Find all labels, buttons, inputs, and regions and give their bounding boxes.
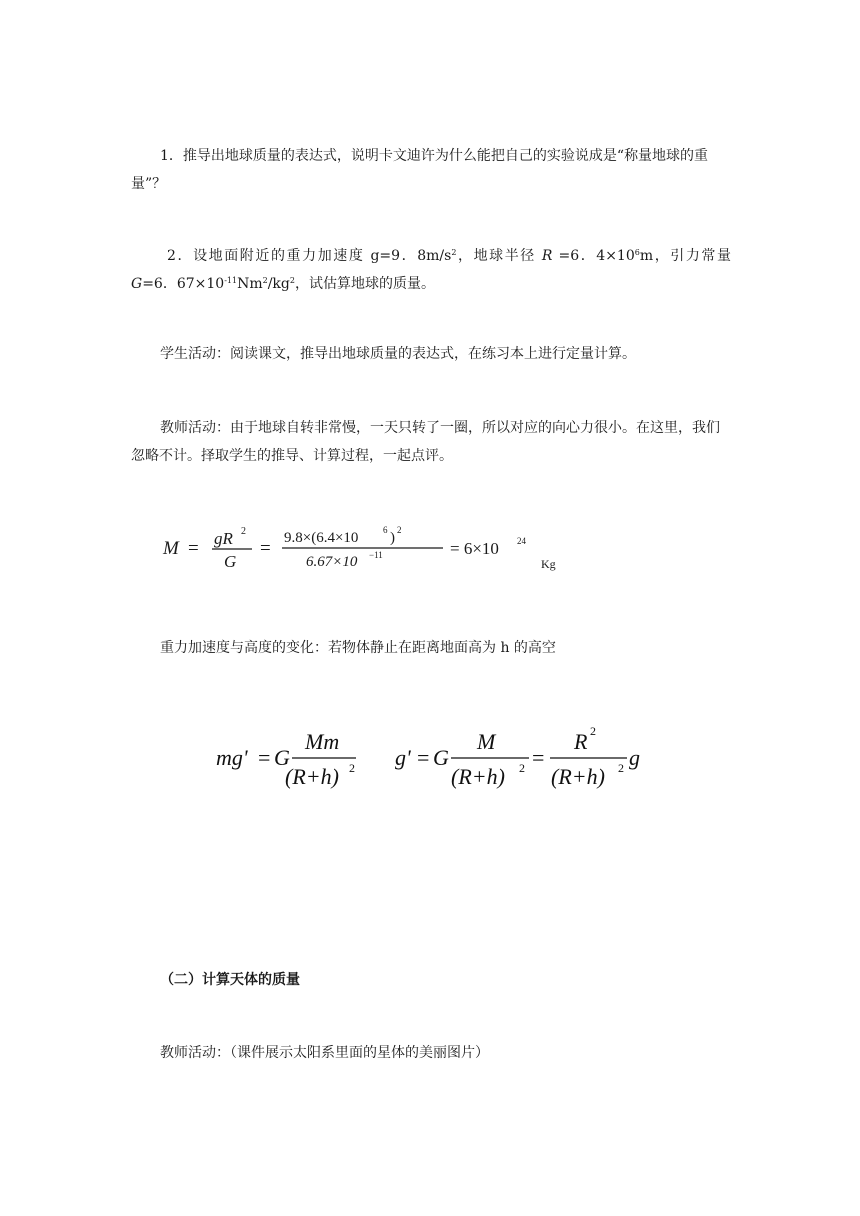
formula1-result: = 6×10 [450,539,499,558]
formula2-den: (R+h) [285,764,339,789]
formula3-lhs: g' [395,745,411,770]
formula3-den2-exp: 2 [618,761,624,775]
formula2-num: Mm [305,729,340,754]
formula3-num2: R [574,729,588,754]
student-activity: 学生活动：阅读课文，推导出地球质量的表达式，在练习本上进行定量计算。 [160,346,636,362]
question-2: 2．设地面附近的重力加速度 g=9．$8m/s^2$，地球半径 R =6．$4\times 10^6m$，引力常量 G=6．$67\times 10^{-11}Nm^2/kg^2$，试估算地球的质量。 [131,248,732,292]
formula2-eq: = [258,745,271,770]
teacher-activity: 教师活动：由于地球自转非常慢，一天只转了一圈，所以对应的向心力很小。在这里，我们忽略不计。择取学生的推导、计算过程，一起点评。 [131,420,720,464]
question-1: 1．推导出地球质量的表达式，说明卡文迪许为什么能把自己的实验说成是“称量地球的重量”？ [131,148,709,192]
formula1-frac2-num-exp2: 2 [397,525,402,535]
earth-mass-formula [160,520,540,580]
formula1-frac2-den-exp: −11 [369,550,383,560]
formula3-den2: (R+h) [551,764,605,789]
formula3-den: (R+h) [451,764,505,789]
formula3-num: M [477,729,496,754]
formula3-G: G [433,745,449,770]
formula3-num2-exp: 2 [590,724,596,738]
gravity-height-formula-2 [393,722,653,792]
formula3-eq: = [417,745,430,770]
formula1-result-exp: 24 [517,536,526,546]
formula1-eq: = [188,538,199,559]
formula2-den-exp: 2 [349,761,355,775]
formula1-frac2-num: 9.8×(6.4×10 [284,530,359,546]
formula1-frac1-num: gR [214,529,233,548]
formula1-frac1-num-exp: 2 [241,526,246,537]
formula1-frac2-num-exp1: 6 [383,525,388,535]
formula2-lhs: mg' [216,745,248,770]
formula2-G: G [274,745,290,770]
formula1-eq2: = [260,538,271,559]
formula3-tail: g [629,745,640,770]
formula1-frac1-den: G [224,552,237,571]
formula3-eq2: = [532,745,545,770]
formula1-unit: Kg [541,557,556,571]
formula1-frac2-num-close: ) [390,530,395,546]
section-heading: （二）计算天体的质量 [160,972,300,988]
gravity-height-formula-1 [212,722,372,792]
formula1-lhs: M [163,538,179,559]
teacher-activity-2: 教师活动：（课件展示太阳系里面的星体的美丽图片） [160,1045,489,1061]
formula3-den-exp: 2 [519,761,525,775]
formula1-frac2-den: 6.67×10 [306,554,358,570]
height-change-text: 重力加速度与高度的变化：若物体静止在距离地面高为 h 的高空 [160,640,556,656]
